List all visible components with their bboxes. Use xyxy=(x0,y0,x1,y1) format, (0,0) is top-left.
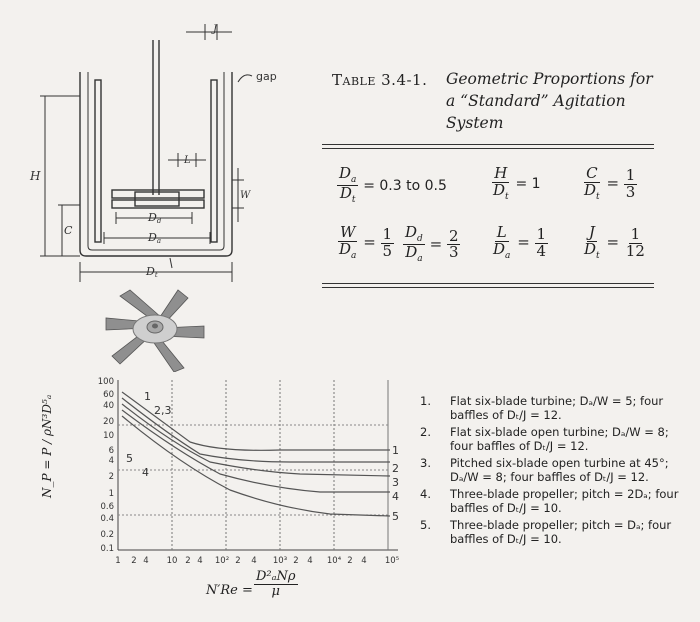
baffle-right xyxy=(211,80,217,242)
rule-top-2 xyxy=(322,148,654,149)
baffle-left xyxy=(95,80,101,242)
svg-text:2: 2 xyxy=(235,556,241,566)
svg-text:4: 4 xyxy=(307,556,313,566)
svg-text:10⁵: 10⁵ xyxy=(384,556,400,566)
svg-text:40: 40 xyxy=(103,401,114,411)
label-gap: gap xyxy=(256,70,277,83)
rule-bottom-1 xyxy=(322,283,654,284)
label-c: C xyxy=(64,224,73,237)
right-label-4: 4 xyxy=(392,490,399,503)
svg-text:10²: 10² xyxy=(214,556,230,566)
svg-text:4: 4 xyxy=(197,556,203,566)
eq-l-da: $\frac{L}{D_a}$ = $\frac{1}{4}$ xyxy=(493,223,547,261)
eq-c-dt: $\frac{C}{D_t}$ = $\frac{1}{3}$ xyxy=(584,164,636,202)
rule-top-1 xyxy=(322,144,654,145)
impeller-blades-bottom xyxy=(112,200,204,208)
svg-text:6: 6 xyxy=(108,446,114,456)
svg-text:10: 10 xyxy=(103,431,114,441)
right-label-1: 1 xyxy=(392,444,399,457)
svg-text:4: 4 xyxy=(361,556,367,566)
impeller-blades-top xyxy=(112,190,204,198)
eq-da-dt: $\frac{D_a}{D_t}$ = 0.3 to 0.5 xyxy=(339,164,447,206)
svg-text:0.2: 0.2 xyxy=(100,530,114,540)
svg-text:0.1: 0.1 xyxy=(100,544,114,554)
svg-text:20: 20 xyxy=(103,417,114,427)
svg-text:10: 10 xyxy=(166,556,178,566)
right-label-2: 2 xyxy=(392,462,399,475)
impeller-disk xyxy=(135,192,179,206)
eq-dd-da: $\frac{D_d}{D_a}$ = $\frac{2}{3}$ xyxy=(405,223,459,265)
svg-text:4: 4 xyxy=(251,556,257,566)
note-item: 5. Three-blade propeller; pitch = Dₐ; four baffles of Dₜ/J = 10. xyxy=(420,518,672,546)
svg-text:10³: 10³ xyxy=(272,556,288,566)
note-item: 2. Flat six-blade open turbine; Dₐ/W = 8; four baffles of Dₜ/J = 12. xyxy=(420,425,669,453)
svg-text:2: 2 xyxy=(131,556,137,566)
svg-text:2: 2 xyxy=(347,556,353,566)
plot-xlabel-lhs: N′Re = xyxy=(206,583,253,598)
svg-text:2: 2 xyxy=(185,556,191,566)
table-title: Geometric Proportions for a “Standard” Agitation System xyxy=(446,70,653,132)
svg-text:100: 100 xyxy=(97,377,114,387)
right-label-5: 5 xyxy=(392,510,399,523)
table-label: Table 3.4-1. xyxy=(332,71,428,89)
curve-label-23: 2,3 xyxy=(154,404,172,417)
svg-text:2: 2 xyxy=(293,556,299,566)
tank-outer-wall xyxy=(80,72,232,256)
svg-text:60: 60 xyxy=(103,390,114,400)
curve-1 xyxy=(122,392,390,450)
curve-5 xyxy=(122,416,390,516)
eq-w-da: $\frac{W}{D_a}$ = $\frac{1}{5}$ xyxy=(339,223,393,261)
label-l: L xyxy=(184,155,191,166)
notes-list xyxy=(420,394,690,546)
right-label-3: 3 xyxy=(392,476,399,489)
plot-xlabel-fraction: $\frac{\text{D²ₐNρ}}{\mu}$ xyxy=(256,569,296,599)
note-item: 3. Pitched six-blade open turbine at 45°; Dₐ/W = 8; four baffles of Dₜ/J = 12. xyxy=(420,456,669,484)
svg-text:0.4: 0.4 xyxy=(100,514,114,524)
svg-text:2: 2 xyxy=(108,472,114,482)
curve-label-4: 4 xyxy=(142,466,149,479)
label-da: Da xyxy=(148,231,162,245)
rule-bottom-2 xyxy=(322,287,654,288)
note-item: 1. Flat six-blade turbine; Dₐ/W = 5; four baffles of Dₜ/J = 12. xyxy=(420,394,664,422)
curve-label-5: 5 xyxy=(126,452,133,465)
svg-text:0.6: 0.6 xyxy=(100,502,114,512)
label-w: W xyxy=(240,190,251,201)
turbine-photo xyxy=(100,282,210,372)
curve-label-1: 1 xyxy=(144,390,151,403)
svg-text:1: 1 xyxy=(108,489,114,499)
label-dd: Dd xyxy=(148,211,162,225)
label-dt: Dt xyxy=(146,265,158,279)
svg-text:4: 4 xyxy=(108,456,114,466)
label-h: H xyxy=(30,169,41,183)
eq-j-dt: $\frac{J}{D_t}$ = $\frac{1}{12}$ xyxy=(584,223,645,261)
eq-h-dt: $\frac{H}{D_t}$ = 1 xyxy=(493,164,541,202)
label-j: J xyxy=(213,24,218,35)
svg-text:10⁴: 10⁴ xyxy=(326,556,342,566)
note-item: 4. Three-blade propeller; pitch = 2Dₐ; four baffles of Dₜ/J = 10. xyxy=(420,487,679,515)
svg-text:4: 4 xyxy=(143,556,149,566)
svg-text:1: 1 xyxy=(115,556,121,566)
